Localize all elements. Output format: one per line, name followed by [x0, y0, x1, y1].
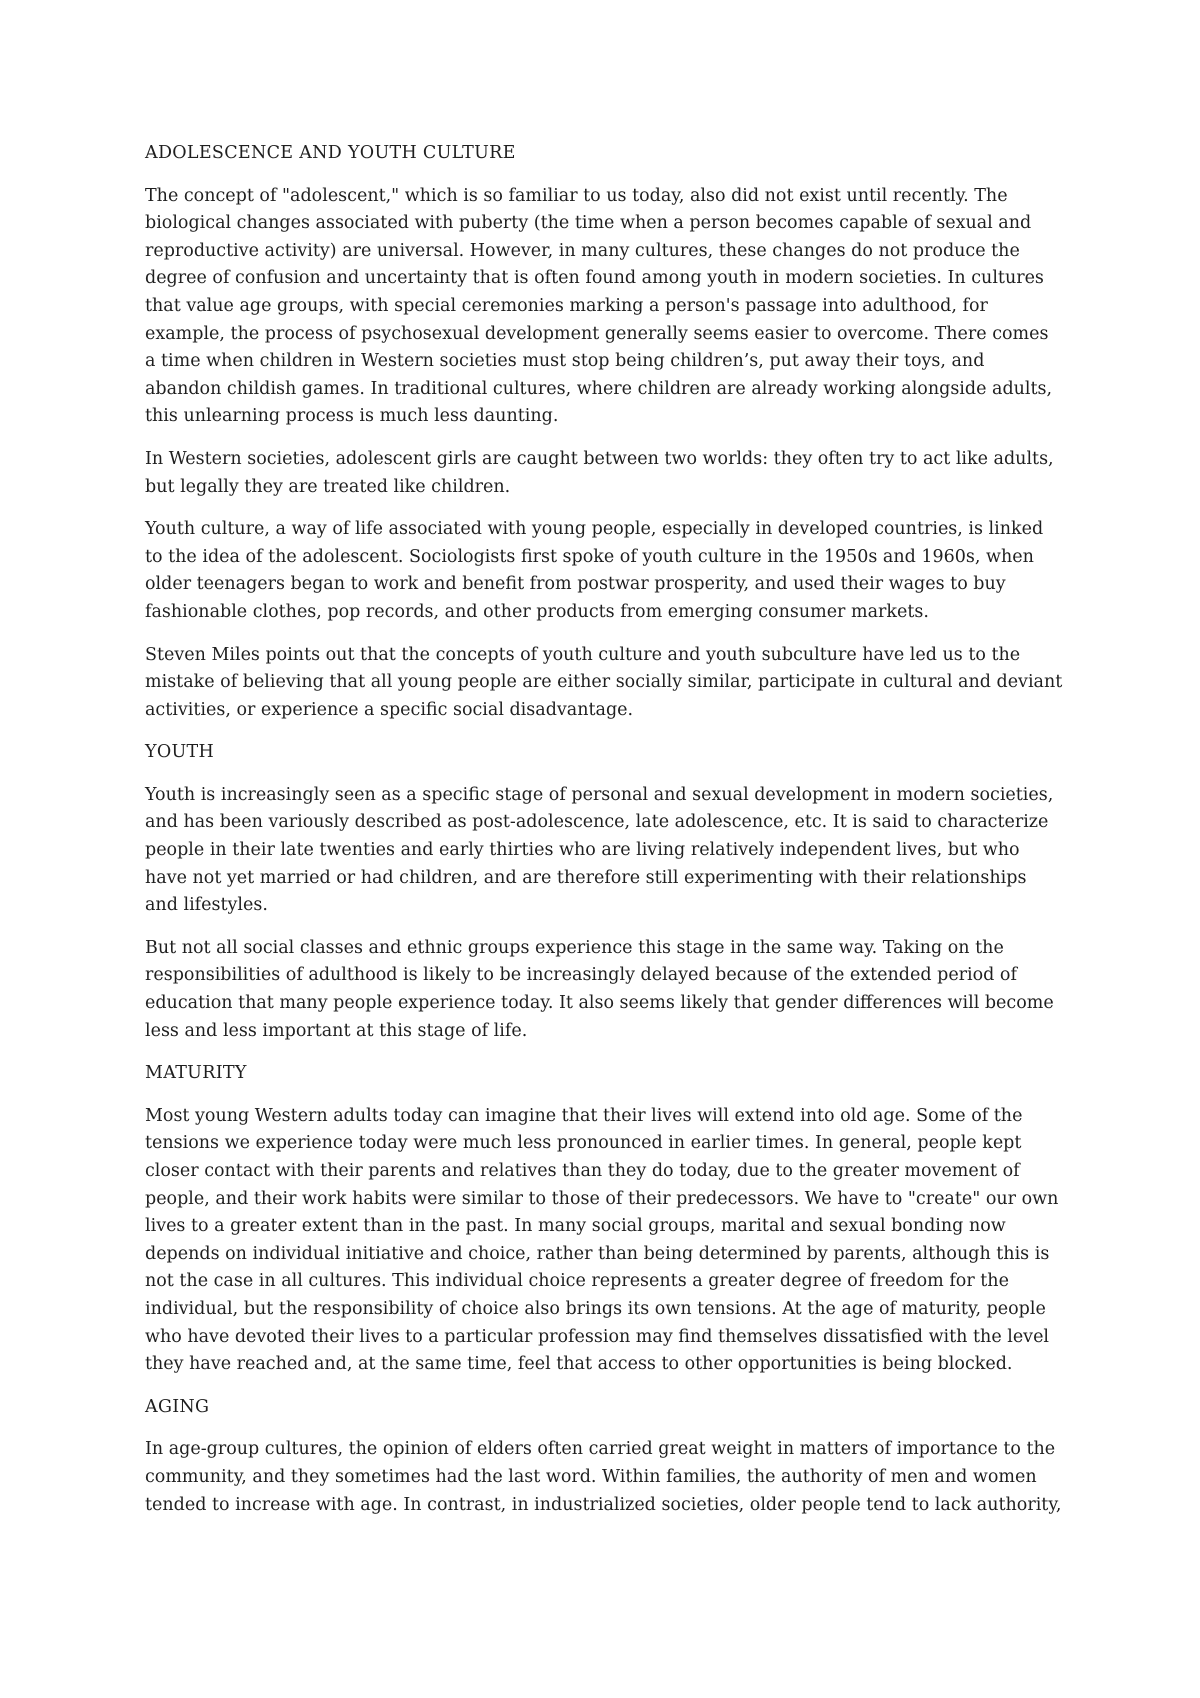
paragraph: But not all social classes and ethnic groups experience this stage in the same way. Taking on the responsibilities of adulthood is likely to be increasingly delayed because of the extended period of education that many people experience today. It also seems likely that gender differences will become less and less important at this stage of life.: [145, 937, 1054, 1041]
paragraph: In age-group cultures, the opinion of elders often carried great weight in matters of importance to the community, and they sometimes had the last word. Within families, the authority of men and women tended to increase with age. In contrast, in industrialized societies, older people tend to lack authority,: [145, 1439, 1062, 1515]
section-youth: [145, 739, 1063, 1045]
paragraph: Most young Western adults today can imagine that their lives will extend into old age. Some of the tensions we experience today were much less pronounced in earlier times. In general, people kept closer contact with their parents and relatives than they do today, due to the greater movement of people, and their work habits were similar to those of their predecessors. We have to "create" our own lives to a greater extent than in the past. In many social groups, marital and sexual bonding now depends on individual initiative and choice, rather than being determined by parents, although this is not the case in all cultures. This individual choice represents a greater degree of freedom for the individual, but the responsibility of choice also brings its own tensions. At the age of maturity, people who have devoted their lives to a particular profession may find themselves dissatisfied with the level they have reached and, at the same time, feel that access to other opportunities is being blocked.: [145, 1105, 1059, 1375]
section-heading: AGING: [145, 1396, 210, 1417]
section-heading: YOUTH: [145, 742, 215, 763]
section-heading: MATURITY: [145, 1063, 247, 1084]
section-adolescence: [145, 140, 1063, 724]
section-maturity: [145, 1060, 1063, 1379]
section-heading: ADOLESCENCE AND YOUTH CULTURE: [145, 143, 516, 163]
paragraph: In Western societies, adolescent girls are caught between two worlds: they often try to act like adults, but legally they are treated like children.: [145, 448, 1054, 497]
paragraph: Youth is increasingly seen as a specific stage of personal and sexual development in modern societies, and has been variously described as post-adolescence, late adolescence, etc. It is said to characterize people in their late twenties and early thirties who are living relatively independent lives, but who have not yet married or had children, and are therefore still experimenting with their relationships and lifestyles.: [145, 784, 1054, 916]
section-aging: [145, 1394, 1063, 1519]
paragraph: The concept of "adolescent," which is so familiar to us today, also did not exist until recently. The biological changes associated with puberty (the time when a person becomes capable of sexual and reproductive activity) are universal. However, in many cultures, these changes do not produce the degree of confusion and uncertainty that is often found among youth in modern societies. In cultures that value age groups, with special ceremonies marking a person's passage into adulthood, for example, the process of psychosexual development generally seems easier to overcome. There comes a time when children in Western societies must stop being children’s, put away their toys, and abandon childish games. In traditional cultures, where children are already working alongside adults, this unlearning process is much less daunting.: [145, 185, 1053, 427]
document-body: [145, 140, 1063, 1534]
paragraph: Youth culture, a way of life associated with young people, especially in developed countries, is linked to the idea of the adolescent. Sociologists first spoke of youth culture in the 1950s and 1960s, when older teenagers began to work and benefit from postwar prosperity, and used their wages to buy fashionable clothes, pop records, and other products from emerging consumer markets.: [145, 519, 1044, 622]
paragraph: Steven Miles points out that the concepts of youth culture and youth subculture have led us to the mistake of believing that all young people are either socially similar, participate in cultural and deviant activities, or experience a specific social disadvantage.: [145, 644, 1063, 720]
